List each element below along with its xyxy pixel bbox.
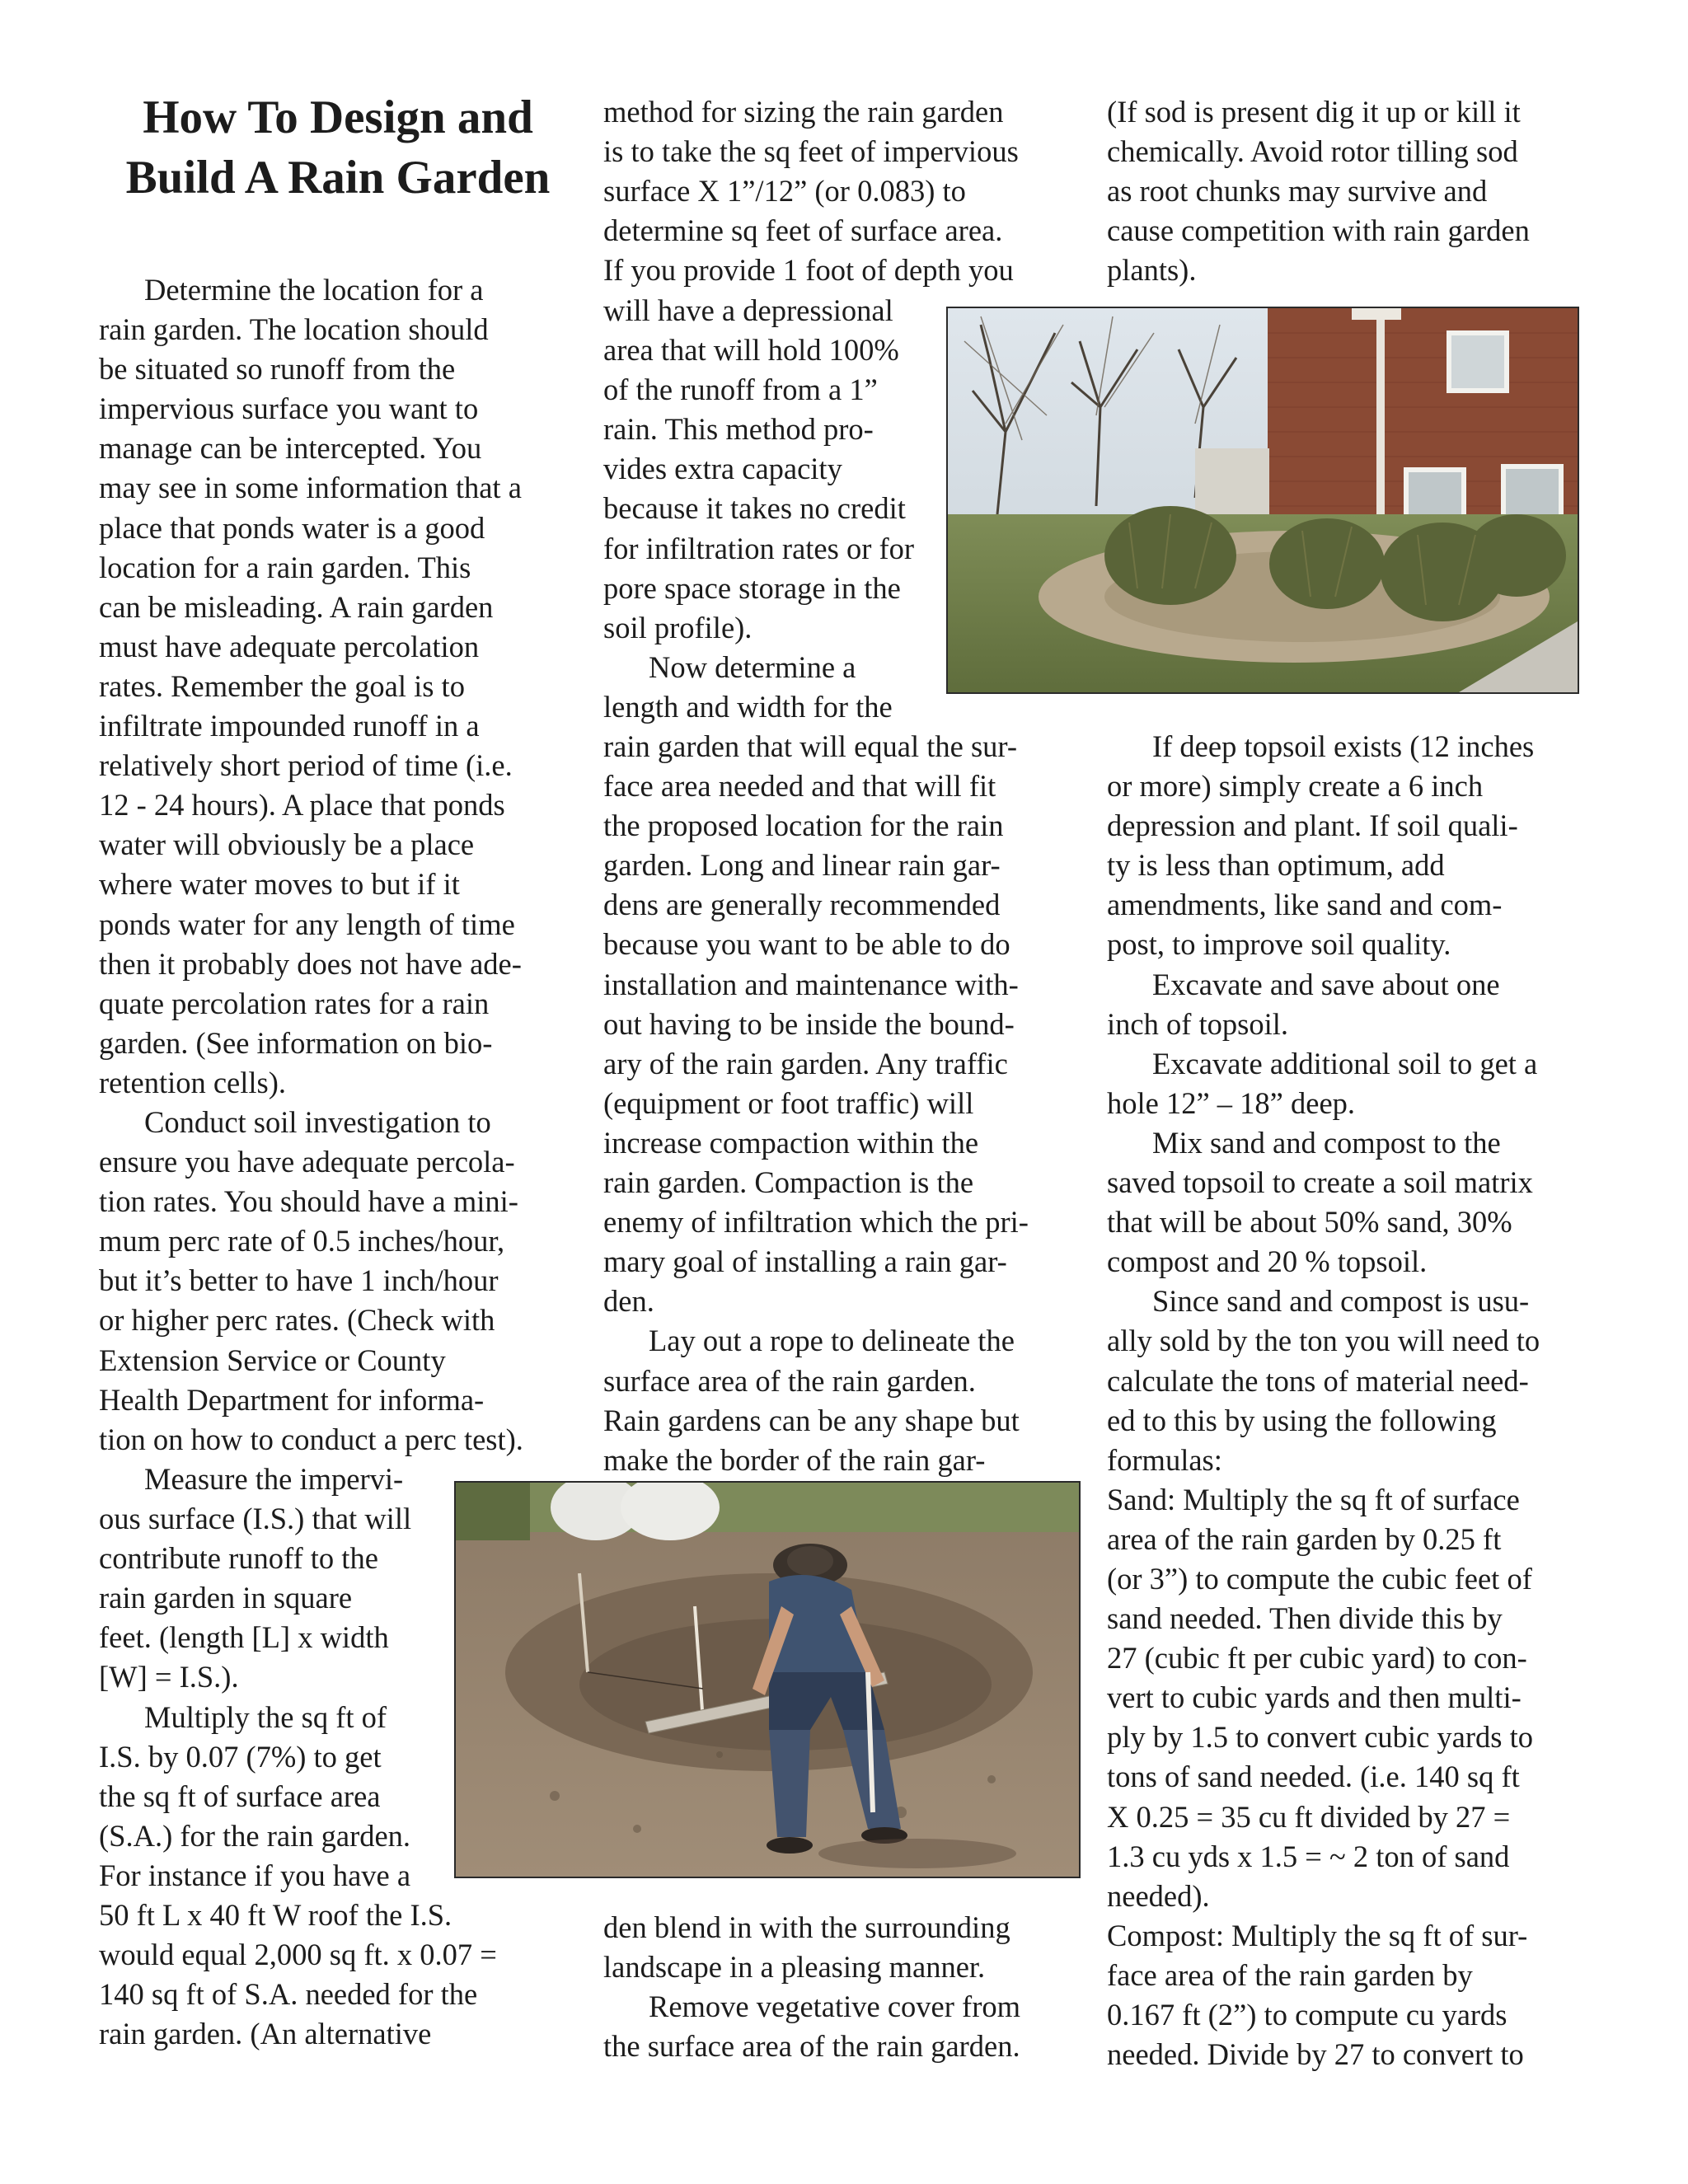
text-line: garden. (See information on bio- xyxy=(99,1025,493,1060)
text-line: inch of topsoil. xyxy=(1107,1006,1288,1041)
text-line: relatively short period of time (i.e. xyxy=(99,748,513,783)
text-line: where water moves to but if it xyxy=(99,867,460,902)
text-line: retention cells). xyxy=(99,1065,287,1099)
text-line: den. xyxy=(603,1284,654,1319)
text-line: rain garden. Compaction is the xyxy=(603,1165,974,1200)
text-line: out having to be inside the bound- xyxy=(603,1006,1015,1041)
text-line: sand needed. Then divide this by xyxy=(1107,1601,1503,1636)
text-line: area that will hold 100% xyxy=(603,333,899,368)
text-line: Multiply the sq ft of xyxy=(144,1699,387,1734)
text-line: area of the rain garden by 0.25 ft xyxy=(1107,1521,1502,1556)
text-line: the sq ft of surface area xyxy=(99,1779,381,1813)
text-line: vides extra capacity xyxy=(603,452,842,486)
text-line: 27 (cubic ft per cubic yard) to con- xyxy=(1107,1641,1527,1675)
text-line: pore space storage in the xyxy=(603,570,901,605)
text-line: will have a depressional xyxy=(603,293,893,327)
text-line: depression and plant. If soil quali- xyxy=(1107,808,1518,843)
col2-text-block-1 xyxy=(603,92,1019,290)
text-line: mary goal of installing a rain gar- xyxy=(603,1244,1007,1279)
text-line: X 0.25 = 35 cu ft divided by 27 = xyxy=(1107,1799,1511,1834)
text-line: 50 ft L x 40 ft W roof the I.S. xyxy=(99,1898,452,1932)
text-line: 12 - 24 hours). A place that ponds xyxy=(99,788,505,823)
text-line: installation and maintenance with- xyxy=(603,967,1019,1001)
text-line: place that ponds water is a good xyxy=(99,510,485,545)
text-line: of the runoff from a 1” xyxy=(603,373,878,407)
text-line: rain garden. The location should xyxy=(99,312,489,347)
text-line: tion on how to conduct a perc test). xyxy=(99,1422,523,1456)
text-line: post, to improve soil quality. xyxy=(1107,927,1451,962)
text-line: feet. (length [L] x width xyxy=(99,1620,389,1655)
text-line: Health Department for informa- xyxy=(99,1382,485,1417)
text-line: because it takes no credit xyxy=(603,491,906,526)
text-line: quate percolation rates for a rain xyxy=(99,986,490,1020)
text-line: (If sod is present dig it up or kill it xyxy=(1107,95,1521,129)
text-line: cause competition with rain garden xyxy=(1107,213,1530,248)
text-line: rain garden. (An alternative xyxy=(99,2017,432,2051)
text-line: rain. This method pro- xyxy=(603,412,874,447)
text-line: formulas: xyxy=(1107,1442,1222,1477)
text-line: If you provide 1 foot of depth you xyxy=(603,253,1014,288)
text-line: For instance if you have a xyxy=(99,1858,411,1892)
text-line: Now determine a xyxy=(649,649,856,684)
text-line: (or 3”) to compute the cubic feet of xyxy=(1107,1561,1532,1596)
text-line: (S.A.) for the rain garden. xyxy=(99,1818,411,1853)
text-line: chemically. Avoid rotor tilling sod xyxy=(1107,134,1518,169)
text-line: the proposed location for the rain xyxy=(603,808,1004,843)
text-line: face area needed and that will fit xyxy=(603,769,996,804)
text-line: ply by 1.5 to convert cubic yards to xyxy=(1107,1720,1533,1755)
text-line: because you want to be able to do xyxy=(603,927,1010,962)
text-line: rain garden that will equal the sur- xyxy=(603,729,1017,763)
text-line: impervious surface you want to xyxy=(99,391,479,426)
text-line: vert to cubic yards and then multi- xyxy=(1107,1680,1522,1715)
text-line: amendments, like sand and com- xyxy=(1107,888,1503,922)
text-line: may see in some information that a xyxy=(99,471,522,505)
text-line: location for a rain garden. This xyxy=(99,550,471,584)
text-line: Measure the impervi- xyxy=(144,1462,404,1496)
text-line: ensure you have adequate percola- xyxy=(99,1145,515,1179)
text-line: ty is less than optimum, add xyxy=(1107,848,1445,883)
col3-text-block-1 xyxy=(1107,92,1530,290)
text-line: Compost: Multiply the sq ft of sur- xyxy=(1107,1918,1528,1952)
text-line: ed to this by using the following xyxy=(1107,1403,1497,1437)
col2-text-block-3 xyxy=(603,727,1029,1480)
text-line: be situated so runoff from the xyxy=(99,352,456,387)
text-line: or higher perc rates. (Check with xyxy=(99,1303,495,1338)
text-line: make the border of the rain gar- xyxy=(603,1442,986,1477)
text-line: If deep topsoil exists (12 inches xyxy=(1152,729,1535,763)
text-line: 1.3 cu yds x 1.5 = ~ 2 ton of sand xyxy=(1107,1839,1510,1873)
text-line: plants). xyxy=(1107,253,1197,288)
text-line: Since sand and compost is usu- xyxy=(1152,1284,1530,1319)
text-line: increase compaction within the xyxy=(603,1125,979,1160)
text-line: surface area of the rain garden. xyxy=(603,1363,976,1398)
text-line: mum perc rate of 0.5 inches/hour, xyxy=(99,1224,505,1258)
text-line: manage can be intercepted. You xyxy=(99,431,482,466)
col2-text-block-4 xyxy=(603,1908,1020,2066)
text-line: 0.167 ft (2”) to compute cu yards xyxy=(1107,1998,1507,2032)
rain-garden-house-photo xyxy=(946,307,1579,694)
text-line: saved topsoil to create a soil matrix xyxy=(1107,1165,1533,1200)
text-line: 140 sq ft of S.A. needed for the xyxy=(99,1977,478,2012)
text-line: rain garden in square xyxy=(99,1581,353,1615)
text-line: contribute runoff to the xyxy=(99,1541,378,1576)
text-line: rates. Remember the goal is to xyxy=(99,668,465,703)
text-line: (equipment or foot traffic) will xyxy=(603,1085,974,1120)
text-line: needed. Divide by 27 to convert to xyxy=(1107,2037,1524,2072)
text-line: must have adequate percolation xyxy=(99,629,480,663)
text-line: ally sold by the ton you will need to xyxy=(1107,1324,1540,1358)
text-line: face area of the rain garden by xyxy=(1107,1957,1473,1992)
col3-text-block-2 xyxy=(1107,727,1540,2074)
text-line: compost and 20 % topsoil. xyxy=(1107,1244,1428,1279)
text-line: Sand: Multiply the sq ft of surface xyxy=(1107,1482,1520,1516)
text-line: would equal 2,000 sq ft. x 0.07 = xyxy=(99,1938,497,1972)
text-line: tion rates. You should have a mini- xyxy=(99,1184,518,1219)
text-line: Conduct soil investigation to xyxy=(144,1104,491,1139)
text-line: that will be about 50% sand, 30% xyxy=(1107,1205,1512,1240)
text-line: dens are generally recommended xyxy=(603,888,1001,922)
text-line: calculate the tons of material need- xyxy=(1107,1363,1529,1398)
text-line: Excavate additional soil to get a xyxy=(1152,1046,1538,1080)
text-line: can be misleading. A rain garden xyxy=(99,589,494,624)
text-line: needed). xyxy=(1107,1878,1210,1913)
text-line: hole 12” – 18” deep. xyxy=(1107,1085,1356,1120)
text-line: or more) simply create a 6 inch xyxy=(1107,769,1484,804)
text-line: garden. Long and linear rain gar- xyxy=(603,848,1001,883)
text-line: length and width for the xyxy=(603,689,893,724)
text-line: landscape in a pleasing manner. xyxy=(603,1950,986,1985)
text-line: Remove vegetative cover from xyxy=(649,1990,1020,2024)
text-line: Rain gardens can be any shape but xyxy=(603,1403,1020,1437)
text-line: [W] = I.S.). xyxy=(99,1660,239,1694)
text-line: Extension Service or County xyxy=(99,1343,446,1377)
col1-text-block-2 xyxy=(99,1460,411,1896)
text-line: infiltrate impounded runoff in a xyxy=(99,709,480,743)
text-line: the surface area of the rain garden. xyxy=(603,2029,1020,2064)
text-line: I.S. by 0.07 (7%) to get xyxy=(99,1739,382,1774)
text-line: method for sizing the rain garden xyxy=(603,95,1004,129)
text-line: ponds water for any length of time xyxy=(99,907,515,941)
text-line: is to take the sq feet of impervious xyxy=(603,134,1019,169)
text-line: ous surface (I.S.) that will xyxy=(99,1502,412,1536)
excavation-measuring-photo xyxy=(454,1481,1081,1878)
text-line: Lay out a rope to delineate the xyxy=(649,1324,1015,1358)
text-line: for infiltration rates or for xyxy=(603,531,915,565)
text-line: Mix sand and compost to the xyxy=(1152,1125,1501,1160)
text-line: Determine the location for a xyxy=(144,273,484,307)
text-line: tons of sand needed. (i.e. 140 sq ft xyxy=(1107,1760,1520,1794)
text-line: but it’s better to have 1 inch/hour xyxy=(99,1263,499,1298)
col1-text-block-1 xyxy=(99,270,523,1460)
text-line: den blend in with the surrounding xyxy=(603,1910,1010,1944)
text-line: surface X 1”/12” (or 0.083) to xyxy=(603,174,966,209)
text-line: enemy of infiltration which the pri- xyxy=(603,1205,1029,1240)
col1-text-block-3 xyxy=(99,1896,497,2054)
text-line: Excavate and save about one xyxy=(1152,967,1500,1001)
text-line: ary of the rain garden. Any traffic xyxy=(603,1046,1008,1080)
text-line: then it probably does not have ade- xyxy=(99,946,522,981)
col2-text-block-2 xyxy=(603,291,914,727)
text-line: as root chunks may survive and xyxy=(1107,174,1488,209)
article-title: How To Design and Build A Rain Garden xyxy=(125,91,551,204)
text-line: soil profile). xyxy=(603,610,753,644)
text-line: water will obviously be a place xyxy=(99,827,475,862)
text-line: determine sq feet of surface area. xyxy=(603,213,1003,248)
